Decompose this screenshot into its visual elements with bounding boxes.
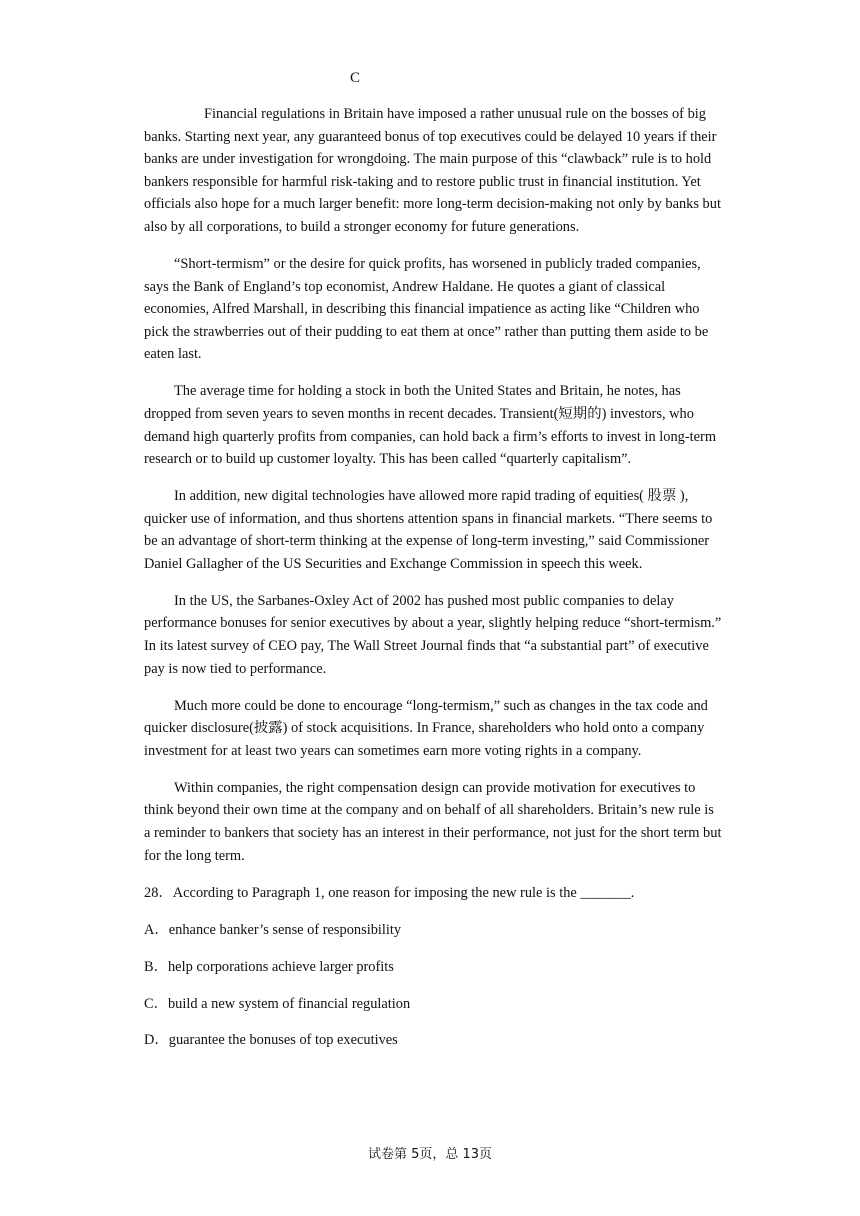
passage-paragraph-4: In addition, new digital technologies have allowed more rapid trading of equities( 股票 ), quicker use of information, and thus shortens attention spans in financial markets. “There seems to be an advantage of short-term thinking at the expense of long-term investing,” said Commissioner Daniel Gallagher of the US Securities and Exchange Commission in speech this week.: [144, 488, 713, 572]
passage-paragraph-7: Within companies, the right compensation design can provide motivation for executives to think beyond their own time at the company and on behalf of all shareholders. Britain’s new rule is a reminder to bankers that society has an interest in their performance, not just for the short term but for the long term.: [144, 779, 722, 864]
passage-paragraph-2: “Short-termism” or the desire for quick profits, has worsened in publicly traded companies, says the Bank of England’s top economist, Andrew Haldane. He quotes a giant of classical economies, Alfred Marshall, in describing this financial impatience as acting like “Children who pick the strawberries out of their pudding to eat them at once” rather than putting them aside to be eaten last.: [144, 255, 709, 363]
answer-option-c: C．build a new system of financial regulation: [144, 995, 411, 1012]
passage-paragraph-3: The average time for holding a stock in both the United States and Britain, he notes, has dropped from seven years to seven months in recent decades. Transient(短期的) investors, who demand high quarterly profits from companies, can hold back a firm’s efforts to invest in long-term research or to build up customer loyalty. This has been called “quarterly capitalism”.: [144, 383, 717, 468]
answer-option-a: A．enhance banker’s sense of responsibility: [144, 921, 402, 938]
question-stem: 28．According to Paragraph 1, one reason for imposing the new rule is the _______.: [144, 884, 635, 901]
answer-option-d: D．guarantee the bonuses of top executives: [144, 1032, 398, 1049]
page-footer: 试卷第 5页，总 13页: [367, 1147, 493, 1162]
passage-paragraph-1: Financial regulations in Britain have imposed a rather unusual rule on the bosses of big banks. Starting next year, any guaranteed bonus of top executives could be delayed 10 years if their banks are under investigation for wrongdoing. The main purpose of this “clawback” rule is to hold bankers responsible for harmful risk-taking and to restore public trust in financial institution. Yet officials also hope for a much larger benefit: more long-term decision-making not only by banks but also by all corporations, to build a stronger economy for future generations.: [144, 106, 721, 235]
answer-option-b: B．help corporations achieve larger profits: [144, 958, 394, 975]
passage-body: [144, 103, 722, 1066]
section-label: C: [349, 70, 360, 86]
passage-paragraph-5: In the US, the Sarbanes-Oxley Act of 2002 has pushed most public companies to delay performance bonuses for senior executives by about a year, slightly helping reduce “short-termism.” In its latest survey of CEO pay, The Wall Street Journal finds that “a substantial part” of executive pay is now tied to performance.: [144, 592, 722, 677]
passage-paragraph-6: Much more could be done to encourage “long-termism,” such as changes in the tax code and quicker disclosure(披露) of stock acquisitions. In France, shareholders who hold onto a company investment for at least two years can sometimes earn more voting rights in a company.: [144, 697, 708, 759]
